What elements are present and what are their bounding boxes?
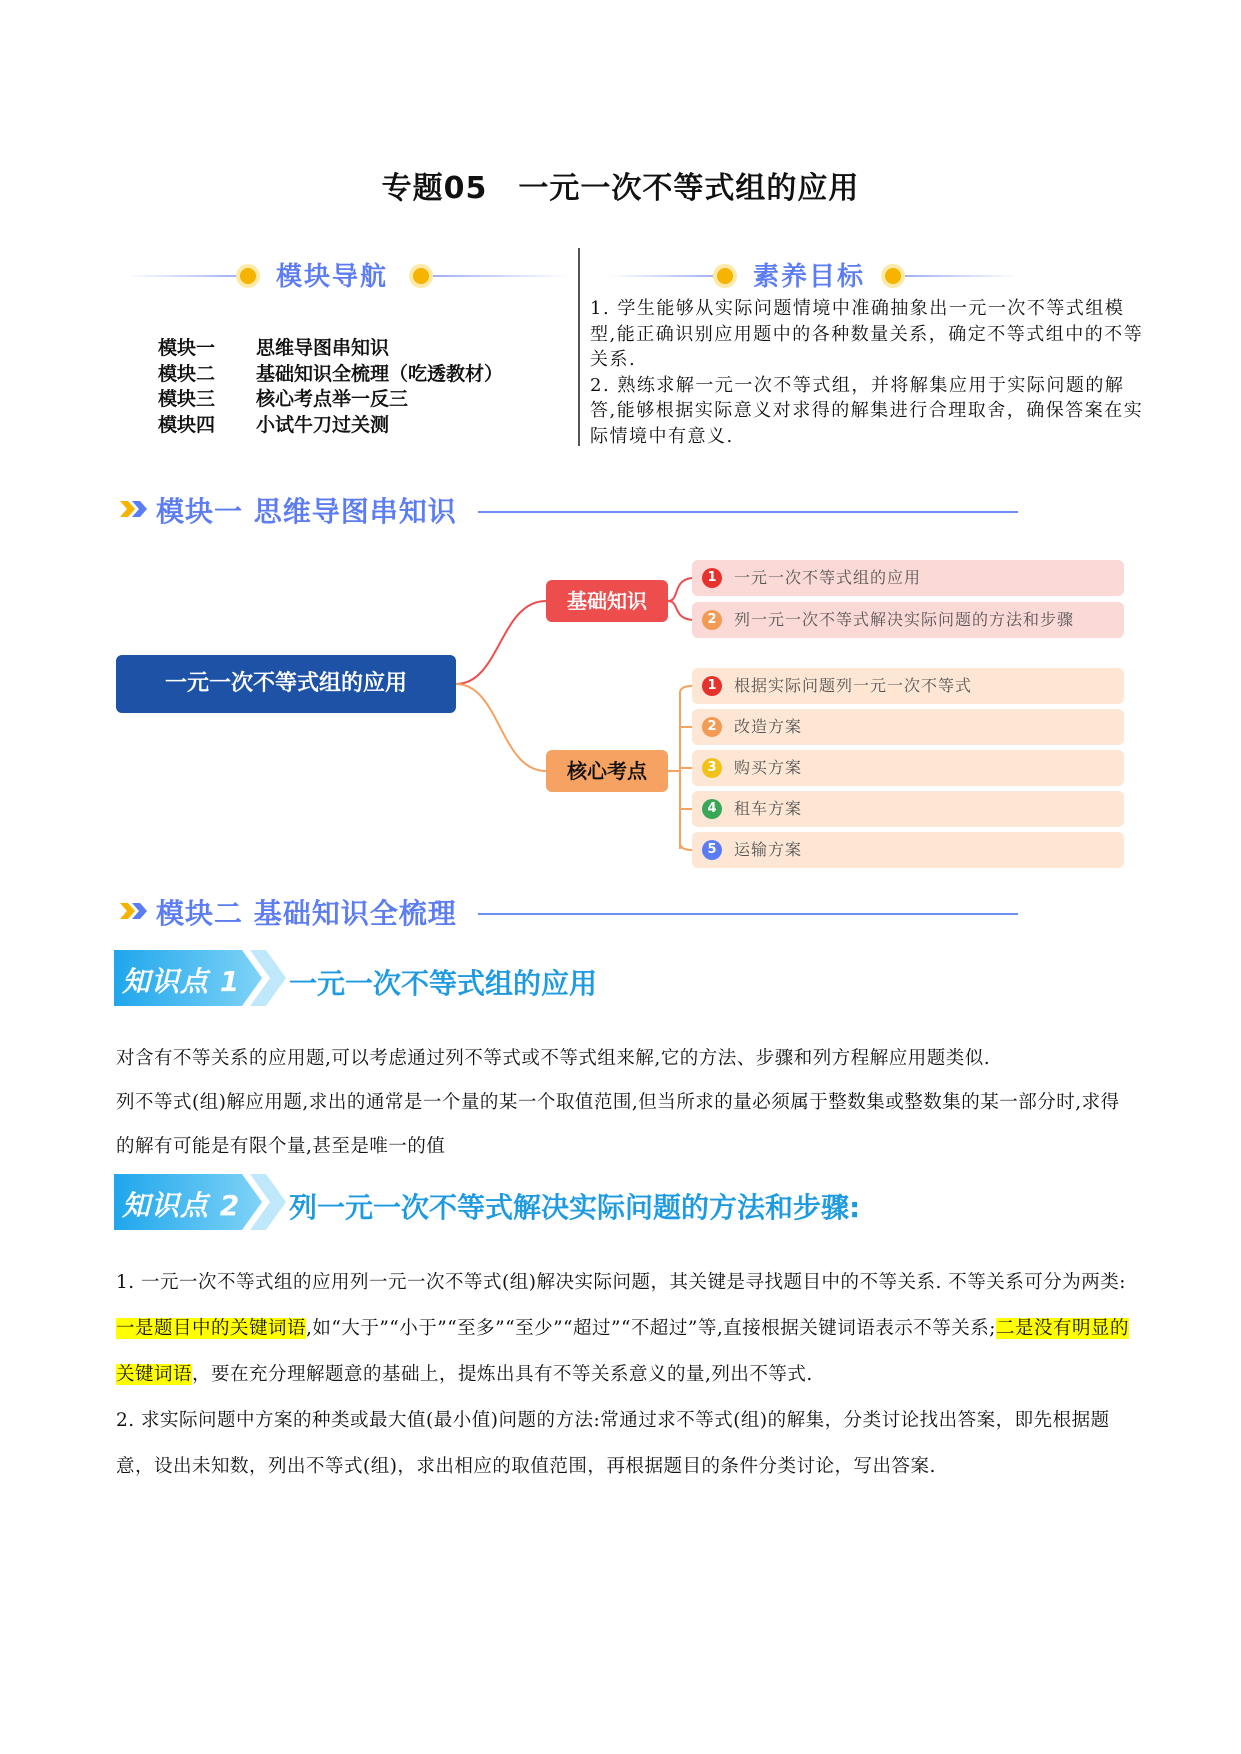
mindmap-leaf: [692, 560, 1124, 596]
mindmap-leaf-label: 租车方案: [734, 799, 803, 818]
number-badge-icon: 1: [702, 568, 722, 588]
connector-line: [680, 843, 692, 850]
goal-paragraph: 2. 熟练求解一元一次不等式组，并将解集应用于实际问题的解答,能够根据实际意义对求得的解集进行合理取舍，确保答案在实际情境中有意义.: [590, 374, 1144, 447]
mindmap-branch-basic: 基础知识: [546, 580, 668, 622]
kp2-body: [116, 1260, 1132, 1490]
number-badge-icon: 2: [702, 717, 722, 737]
mindmap-leaf: [692, 602, 1124, 638]
mindmap-branch-core: 核心考点: [546, 750, 668, 792]
highlighted-keyword: 一是题目中的关键词语: [116, 1318, 307, 1339]
mindmap-leaf-label: 运输方案: [734, 840, 803, 859]
number-badge-icon: 3: [702, 758, 722, 778]
connector-line: [680, 686, 692, 693]
nav-item-label: 小试牛刀过关测: [256, 413, 390, 436]
text-run: ,如“大于”“小于”“至多”“至少”“超过”“不超过”等,直接根据关键词语表示不等关系;: [306, 1318, 997, 1339]
kp-title: 列一元一次不等式解决实际问题的方法和步骤:: [289, 1191, 861, 1224]
connector-line: [456, 601, 546, 684]
nav-item-key: 模块三: [158, 388, 216, 410]
kp1-body: [116, 1037, 1132, 1169]
mindmap-leaf: [692, 832, 1124, 868]
nav-item-label: 基础知识全梳理（吃透教材）: [256, 362, 504, 385]
number-badge-icon: 1: [702, 676, 722, 696]
goals-title: 素养目标: [753, 262, 866, 292]
body-paragraph: [116, 1260, 1132, 1398]
body-paragraph: 列不等式(组)解应用题,求出的通常是一个量的某一个取值范围,但当所求的量必须属于整数集或整数集的某一部分时,求得的解有可能是有限个量,甚至是唯一的值: [116, 1092, 1120, 1157]
page-title: 专题05 一元一次不等式组的应用: [381, 171, 860, 206]
mindmap-leaf: [692, 791, 1124, 827]
text-run: ，要在充分理解题意的基础上，提炼出具有不等关系意义的量,列出不等式.: [192, 1364, 813, 1385]
body-paragraph: 2. 求实际问题中方案的种类或最大值(最小值)问题的方法:常通过求不等式(组)的解集，分类讨论找出答案，即先根据题意，设出未知数，列出不等式(组)，求出相应的取值范围，再根据题目的条件分类讨论，写出答案.: [116, 1410, 1110, 1477]
double-chevron-icon: [118, 900, 152, 922]
nav-item-label: 思维导图串知识: [256, 337, 390, 359]
text-run: 1. 一元一次不等式组的应用列一元一次不等式(组)解决实际问题，其关键是寻找题目中的不等关系. 不等关系可分为两类:: [116, 1272, 1126, 1293]
body-paragraph: 对含有不等关系的应用题,可以考虑通过列不等式或不等式组来解,它的方法、步骤和列方程解应用题类似.: [116, 1048, 991, 1069]
mindmap-leaf-label: 改造方案: [734, 717, 803, 736]
module-nav-title: 模块导航: [276, 262, 389, 292]
knowledge-point-1: [114, 950, 1114, 1006]
goal-paragraph: 1. 学生能够从实际问题情境中准确抽象出一元一次不等式组模型,能正确识别应用题中的各种数量关系，确定不等式组中的不等关系.: [590, 298, 1144, 370]
nav-item-key: 模块一: [158, 337, 216, 359]
module-divider-line: [478, 913, 1018, 915]
module1-title: 模块一 思维导图串知识: [156, 495, 457, 528]
connector-line: [668, 578, 692, 601]
nav-item-label: 核心考点举一反三: [256, 388, 409, 410]
kp-badge-label: 知识点 2: [122, 1189, 241, 1222]
module2-heading: [118, 892, 1023, 932]
number-badge-icon: 2: [702, 610, 722, 630]
module2-title: 模块二 基础知识全梳理: [156, 897, 457, 930]
number-badge-icon: 5: [702, 840, 722, 860]
number-badge-icon: 4: [702, 799, 722, 819]
highlighted-keyword: 二是没有明显的关键词语: [116, 1318, 1130, 1385]
mindmap-leaf-label: 列一元一次不等式解决实际问题的方法和步骤: [734, 610, 1075, 629]
mindmap-leaf: [692, 709, 1124, 745]
mindmap-leaf-label: 根据实际问题列一元一次不等式: [734, 676, 973, 695]
mindmap-root: 一元一次不等式组的应用: [116, 655, 456, 713]
nav-item-key: 模块二: [158, 362, 216, 385]
kp-badge-label: 知识点 1: [122, 965, 241, 998]
mindmap-leaf-label: 购买方案: [734, 758, 803, 777]
mindmap-leaf: [692, 750, 1124, 786]
knowledge-point-2: [114, 1174, 1114, 1230]
mindmap-leaf: [692, 668, 1124, 704]
nav-item-key: 模块四: [158, 413, 216, 436]
connector-line: [456, 684, 546, 771]
kp-title: 一元一次不等式组的应用: [289, 967, 598, 1000]
connector-line: [668, 601, 692, 620]
mindmap-leaf-label: 一元一次不等式组的应用: [734, 568, 922, 587]
